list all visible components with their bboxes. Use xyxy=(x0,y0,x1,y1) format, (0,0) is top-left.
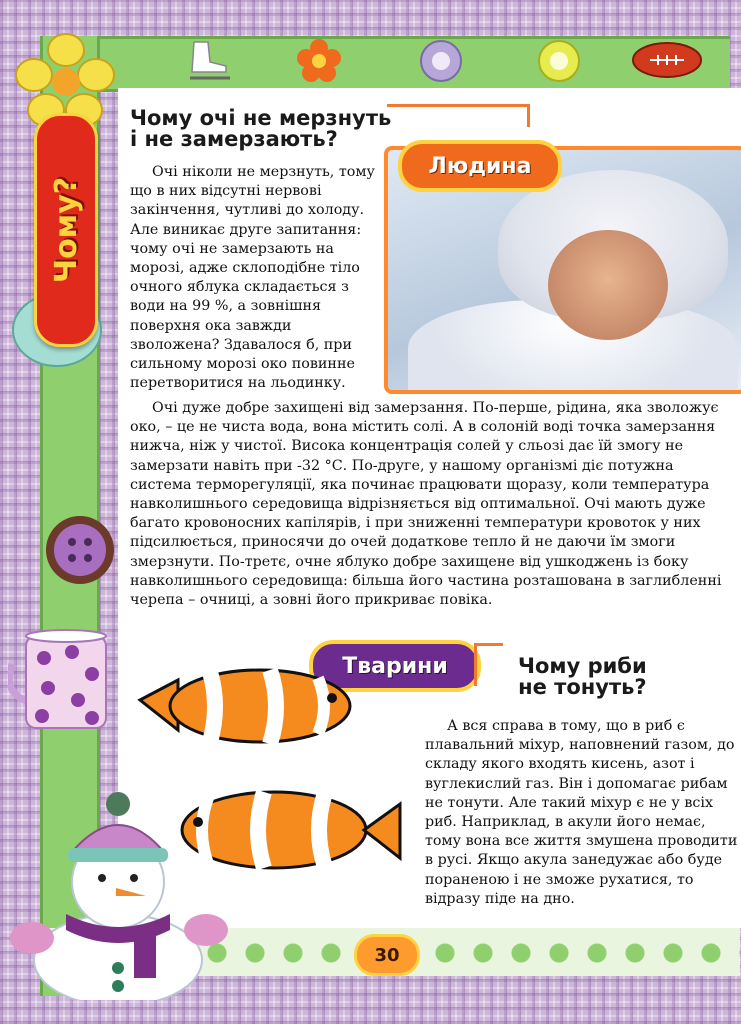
sidebar-tab-label: Чому? xyxy=(48,176,84,284)
title-connector-line xyxy=(387,104,530,127)
mug-icon xyxy=(8,622,112,732)
sidebar-tab-chomu xyxy=(34,113,98,347)
title-connector-line xyxy=(474,643,503,686)
category-badge-human: Людина xyxy=(398,140,562,192)
section-human-title-line1: Чому очі не мерзнуть xyxy=(130,106,392,130)
section-human-paragraph-2: Очі дуже добре захищені від замерзання. По-перше, рідина, яка зволожує око, – це не чиста вода, вона містить солі. А в солоній воді точка замерзання нижча, ніж у чистої. Висока концентрація солей у сльозі дає їй змогу не замерзати навіть при -32 °С. По-друге, у нашому організмі діє потужна система терморегуляції, яка починає працювати щоразу, коли температура навколишнього середовища відрізняється від оптимальної. Очі мають дуже багато кровоносних капілярів, і при зниженні температури кровоток у них підсилюється, приносячи до очей додаткове тепло й не даючи їм змоги змерзнути. По-третє, очне яблуко добре захищене від ушкоджень із боку навколишнього середовища: більша його частина розташована в заглибленні черепа – очниці, а зовні його прикриває повіка. xyxy=(130,400,722,609)
section-animal-paragraph: А вся справа в тому, що в риб є плавальний міхур, наповнений газом, до складу якого входять кисень, азот і вуглекислий газ. Він і допомагає рибам не тонути. Але такий міхур є не у всіх риб. Наприклад, в акули його немає, тому вона все життя змушена проводити в русі. Якщо акула занедужає або буде пораненою і не зможе рухатися, то відразу піде на дно. xyxy=(425,718,738,907)
page-number: 30 xyxy=(354,934,420,976)
button-icon xyxy=(42,512,118,588)
section-animal-title-line1: Чому риби xyxy=(518,654,647,678)
section-human-title-line2: і не замерзають? xyxy=(130,127,338,152)
button-icon xyxy=(536,38,582,84)
section-human-paragraph-1: Очі ніколи не мерзнуть, тому що в них відсутні нервові закінчення, чутливі до холоду. Але виникає друге запитання: чому очі не замерзають на морозі, адже склоподібне тіло очного яблука складається з води на 99 %, а зовнішня поверхня ока завжди зволожена? Здавалося б, при сильному морозі око повинне перетворитися на льодинку. xyxy=(130,164,375,392)
clownfish-icon xyxy=(164,780,404,880)
section-human-title xyxy=(130,108,391,151)
section-animal-title xyxy=(518,656,647,699)
category-badge-animal: Тварини xyxy=(309,640,481,692)
ice-skate-icon xyxy=(186,38,234,82)
clownfish-icon xyxy=(130,660,360,756)
football-icon xyxy=(630,40,704,80)
section-animal-title-line2: не тонуть? xyxy=(518,675,647,700)
top-border-strip xyxy=(40,36,730,92)
button-icon xyxy=(418,38,464,84)
flower-icon xyxy=(296,38,342,82)
